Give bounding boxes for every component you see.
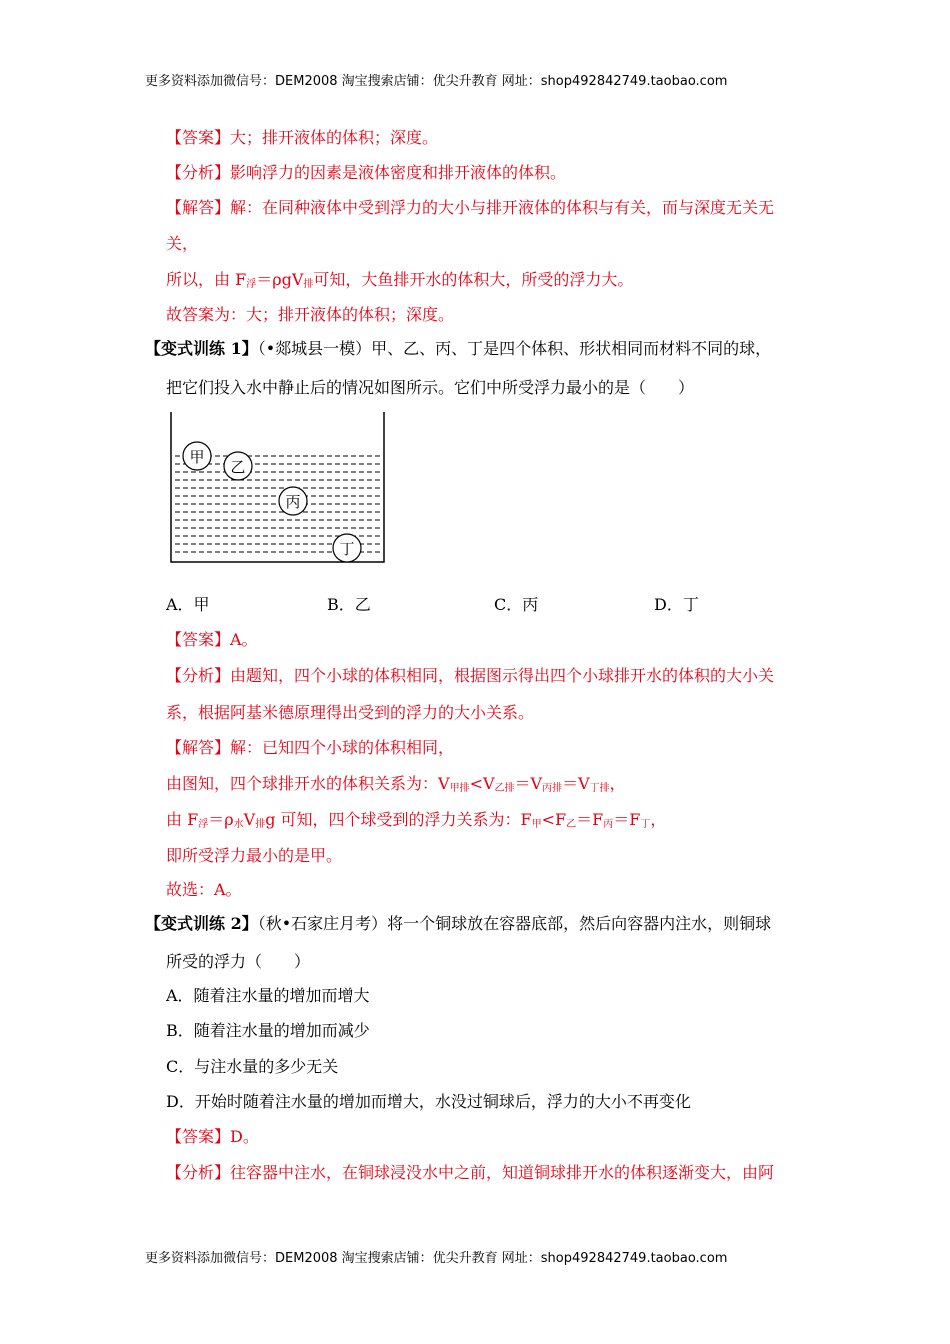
question-2-answer: 【答案】D。	[166, 1127, 259, 1146]
question-2-option-a: A．随着注水量的增加而增大	[166, 986, 370, 1005]
analysis-line: 【分析】影响浮力的因素是液体密度和排开液体的体积。	[166, 163, 567, 182]
ball-bing	[279, 487, 307, 515]
svg-text:乙: 乙	[230, 458, 246, 476]
svg-text:丙: 丙	[285, 493, 301, 511]
svg-text:甲: 甲	[189, 448, 205, 466]
ball-yi	[224, 452, 252, 480]
question-1-stem-line-1: 【变式训练 1】（•郯城县一模）甲、乙、丙、丁是四个体积、形状相同而材料不同的球，	[145, 339, 772, 358]
question-2-stem-line-2: 所受的浮力（ ）	[166, 952, 311, 971]
question-1-option-b: B．乙	[327, 595, 371, 614]
svg-text:丁: 丁	[339, 540, 355, 558]
ball-jia	[183, 442, 211, 470]
solution-line-3: 所以，由 $F_浮=\rho gV_排$可知，大鱼排开水的体积大，所受的浮力大。	[166, 270, 634, 290]
question-1-option-c: C．丙	[494, 595, 539, 614]
question-1-option-a: A．甲	[166, 595, 210, 614]
page-footer: 更多资料添加微信号：DEM2008 淘宝搜索店铺：优尖升教育 网址：shop492842749.taobao.com	[145, 1251, 728, 1266]
solution-line-1: 【解答】解：在同种液体中受到浮力的大小与排开液体的体积与有关，而与深度无关无	[166, 198, 775, 217]
question-2-option-c: C．与注水量的多少无关	[166, 1057, 339, 1076]
question-1-solution-line-2: 由图知，四个球排开水的体积关系为：$V_{甲排}<V_{乙排}=V_{丙排}=V_{丁排}$，	[166, 774, 626, 794]
question-1-final: 故选：A。	[166, 880, 242, 899]
question-1-solution-line-1: 【解答】解：已知四个小球的体积相同，	[166, 738, 455, 757]
question-1-analysis-line-1: 【分析】由题知，四个小球的体积相同，根据图示得出四个小球排开水的体积的大小关	[166, 666, 775, 685]
answer-line: 【答案】大；排开液体的体积；深度。	[166, 128, 439, 147]
question-2-stem-line-1: 【变式训练 2】（秋•石家庄月考）将一个铜球放在容器底部，然后向容器内注水，则铜球	[145, 914, 772, 933]
question-1-answer: 【答案】A。	[166, 630, 258, 649]
solution-line-2: 关，	[166, 234, 199, 253]
question-1-option-d: D．丁	[654, 595, 699, 614]
question-1-solution-line-4: 即所受浮力最小的是甲。	[166, 846, 343, 865]
question-1-stem-line-2: 把它们投入水中静止后的情况如图所示。它们中所受浮力最小的是（ ）	[166, 378, 695, 397]
question-2-tag: 【变式训练 2】	[145, 914, 258, 933]
question-2-option-b: B．随着注水量的增加而减少	[166, 1021, 370, 1040]
question-2-option-d: D．开始时随着注水量的增加而增大，水没过铜球后，浮力的大小不再变化	[166, 1092, 691, 1111]
page-header: 更多资料添加微信号：DEM2008 淘宝搜索店铺：优尖升教育 网址：shop492842749.taobao.com	[145, 74, 728, 89]
question-1-solution-line-3: 由 $F_浮=\rho_水V_排g$ 可知，四个球受到的浮力关系为：$F_甲<F_乙=F_丙=F_丁$，	[166, 810, 667, 830]
ball-ding	[333, 534, 361, 562]
final-answer-line: 故答案为：大；排开液体的体积；深度。	[166, 305, 455, 324]
buoyancy-figure	[165, 408, 390, 568]
question-1-analysis-line-2: 系，根据阿基米德原理得出受到的浮力的大小关系。	[166, 703, 535, 722]
question-1-tag: 【变式训练 1】	[145, 339, 258, 358]
question-2-analysis-line-1: 【分析】往容器中注水，在铜球浸没水中之前，知道铜球排开水的体积逐渐变大，由阿	[166, 1163, 775, 1182]
